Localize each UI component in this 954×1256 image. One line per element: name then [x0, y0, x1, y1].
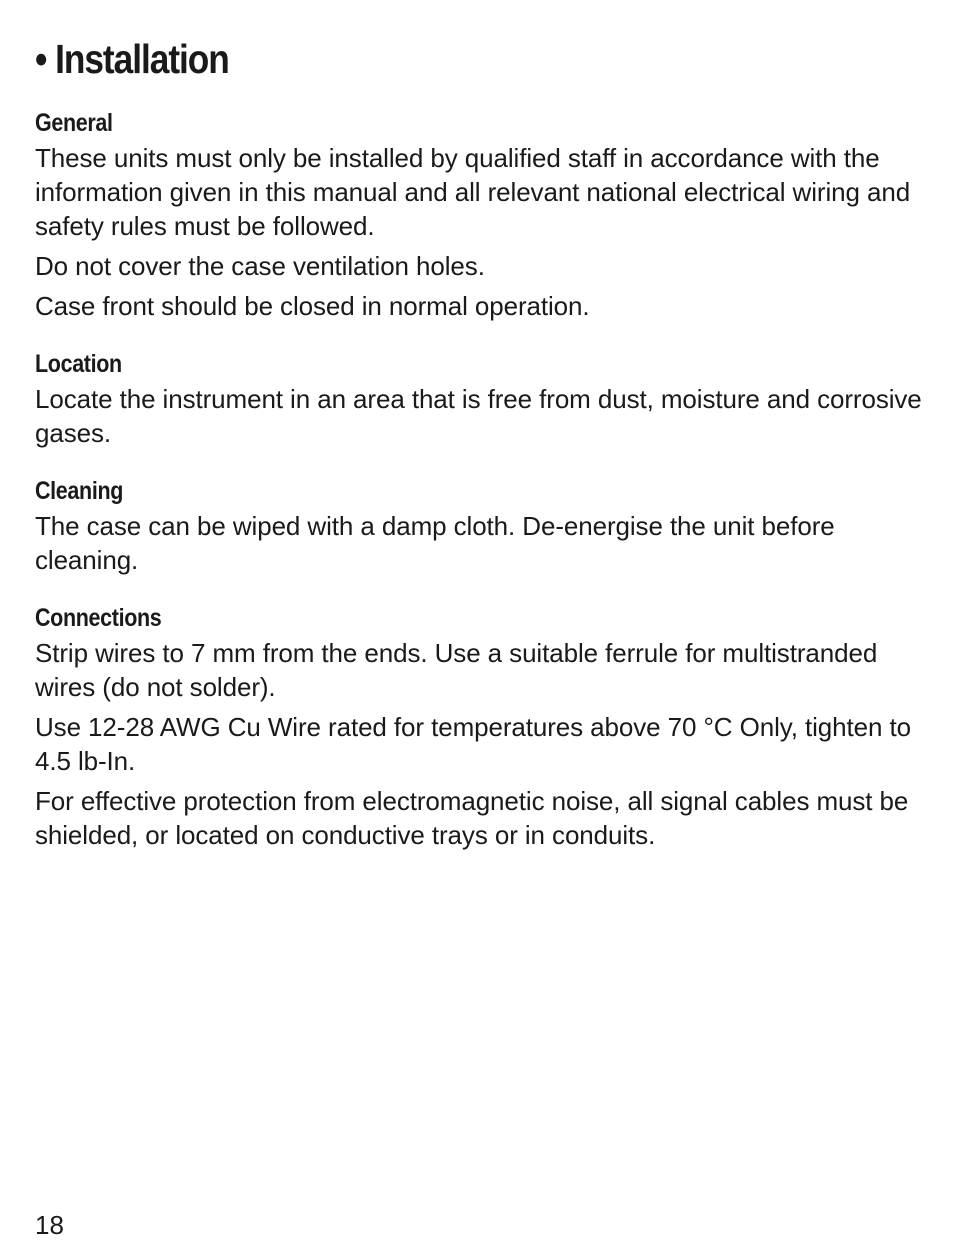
section-connections	[35, 603, 925, 858]
section-cleaning	[35, 476, 925, 583]
page-title: • Installation	[35, 36, 229, 82]
section-location	[35, 349, 925, 456]
paragraph: For effective protection from electromagnetic noise, all signal cables must be shielded, or located on conductive trays or in conduits.	[35, 786, 909, 850]
section-heading: Connections	[35, 604, 162, 632]
paragraph: These units must only be installed by qualified staff in accordance with the information given in this manual and all relevant national electrical wiring and safety rules must be followed.	[35, 143, 911, 241]
section-heading: General	[35, 109, 113, 137]
paragraph: Do not cover the case ventilation holes.	[35, 251, 485, 281]
paragraph: Locate the instrument in an area that is free from dust, moisture and corrosive gases.	[35, 384, 922, 448]
paragraph: Case front should be closed in normal operation.	[35, 291, 590, 321]
section-heading: Cleaning	[35, 477, 124, 505]
paragraph: Strip wires to 7 mm from the ends. Use a suitable ferrule for multistranded wires (do not solder).	[35, 638, 878, 702]
section-heading: Location	[35, 350, 122, 378]
paragraph: Use 12-28 AWG Cu Wire rated for temperatures above 70 °C Only, tighten to 4.5 lb-In.	[35, 712, 911, 776]
section-general	[35, 108, 925, 329]
paragraph: The case can be wiped with a damp cloth. De-energise the unit before cleaning.	[35, 511, 835, 575]
page-number: 18	[35, 1210, 64, 1240]
